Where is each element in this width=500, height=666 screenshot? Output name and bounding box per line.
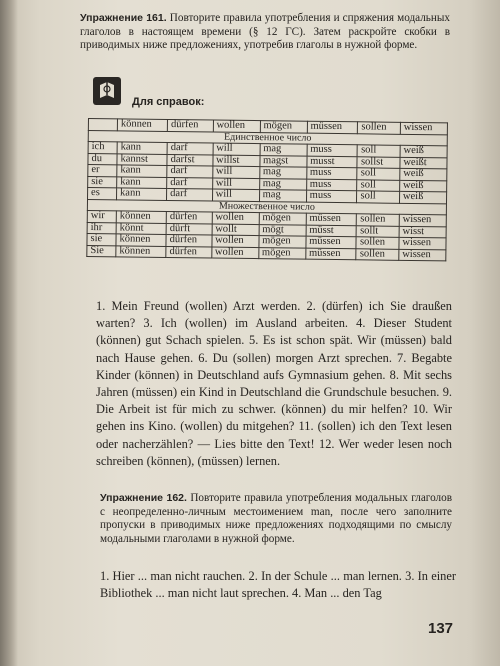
verb-form-cell: muss [306,167,357,179]
verb-form-cell: dürfen [166,211,212,223]
verb-form-cell: wissen [399,249,446,261]
verb-form-cell: soll [357,168,400,180]
verb-form-cell: mag [259,178,306,190]
exercise-162-instructions [100,492,452,546]
reference-label: Для справок: [132,96,205,108]
verb-form-cell: muss [306,179,357,191]
verb-form-cell: weiß [400,145,447,157]
verb-form-cell: sollen [357,214,400,226]
pronoun-cell: du [88,153,117,165]
verb-form-cell: weiß [400,168,447,180]
verb-form-cell: darf [167,142,213,154]
verb-form-cell: will [213,143,260,155]
reference-book-icon [92,76,122,106]
exercise-161-sentences: 1. Mein Freund (wollen) Arzt werden. 2. (dürfen) ich Sie draußen warten? 3. Ich (wollen) im Ausland arbeiten. 4. Dieser Student (können) gut Schach spielen. 5. Es ist schon spät. Wir (müssen) bald nach Hause gehen. 6. Du (sollen) morgen Arzt sprechen. 7. Begabte Kinder (können) in Deutschland aufs Gymnasium gehen. 8. Mit sechs Jahren (müssen) ein Kind in Deutschland die Grundschule besuchen. 9. Die Arbeit ist für mich zu schwer. (können) du mir helfen? 10. Wir gehen ins Kino. (wollen) du mitgehen? 11. (sollen) ich den Text lesen oder nacherzählen? — Lies bitte den Text! 12. Wer weder lesen noch schreiben (können), (müssen) lernen. [96,299,452,468]
verb-form-cell: mögen [259,213,306,225]
pronoun-cell: er [88,165,117,177]
verb-form-cell: soll [357,179,400,191]
verb-form-cell: kann [117,188,167,200]
pronoun-cell: ich [88,142,117,154]
book-spine-shadow [0,0,18,666]
header-cell: wissen [400,122,447,134]
header-cell: sollen [358,122,401,134]
verb-form-cell: wollen [212,235,259,247]
verb-form-cell: müssen [306,236,357,248]
verb-form-cell: können [116,234,166,246]
verb-form-cell: wissen [399,214,446,226]
verb-form-cell: soll [357,191,400,203]
verb-form-cell: wissen [399,237,446,249]
verb-form-cell: kann [117,165,167,177]
verb-form-cell: kann [117,142,167,154]
verb-form-cell: mögen [259,236,306,248]
verb-form-cell: darf [167,188,213,200]
verb-form-cell: willst [213,155,260,167]
pronoun-cell: sie [87,233,116,245]
verb-form-cell: kann [117,176,167,188]
pronoun-cell: Sie [87,245,116,257]
verb-form-cell: will [212,189,259,201]
header-cell: dürfen [167,119,213,131]
verb-form-cell: magst [260,155,307,167]
verb-form-cell: mögen [258,247,305,259]
exercise-162-title: Упражнение 162. [100,492,187,504]
verb-form-cell: muss [307,144,358,156]
verb-form-cell: wollt [212,224,259,236]
table-body [87,130,448,261]
header-cell: wollen [213,120,260,132]
verb-form-cell: mag [259,167,306,179]
page-number: 137 [428,620,454,637]
verb-form-cell: weiß [399,191,446,203]
exercise-162-text: Повторите правила употребления модальных глаголов с неопределенно-личным местоимением man, после чего заполните пропуски в приводимых ниже предложениях подходящими по смыслу модальными глаголами в нужной форме. [100,492,453,545]
verb-form-cell: wollen [211,247,258,259]
verb-form-cell: darf [167,165,213,177]
verb-form-cell: dürfen [166,234,212,246]
verb-form-cell: können [116,211,166,223]
verb-form-cell: weißt [400,157,447,169]
verb-form-cell: musst [307,156,358,168]
section-label: Множественное число [87,199,446,215]
verb-form-cell: sollt [357,225,400,237]
pronoun-cell: ihr [87,222,116,234]
header-cell [88,119,117,131]
verb-form-cell: mögt [259,224,306,236]
verb-form-cell: müssen [306,213,357,225]
pronoun-cell: es [88,188,117,200]
verb-form-cell: darfst [167,154,213,166]
verb-form-cell: wisst [399,226,446,238]
verb-form-cell: sollst [357,156,400,168]
verb-form-cell: kannst [117,153,167,165]
exercise-162-sentences: 1. Hier ... man nicht rauchen. 2. In der Schule ... man lernen. 3. In einer Bibliothek ... man nicht laut sprechen. 4. Man ... den Tag [100,569,456,600]
verb-form-cell: soll [358,145,401,157]
verb-form-cell: könnt [116,222,166,234]
verb-form-cell: müssen [305,248,356,260]
verb-form-cell: sollen [356,237,399,249]
header-cell: mögen [260,121,307,133]
exercise-161-title: Упражнение 161. [80,12,167,24]
verb-form-cell: wollen [212,212,259,224]
verb-form-cell: müsst [306,225,357,237]
verb-form-cell: dürft [166,223,212,235]
verb-form-cell: mag [259,190,306,202]
verb-form-cell: mag [260,144,307,156]
verb-form-cell: weiß [400,180,447,192]
verb-form-cell: dürfen [166,246,212,258]
verb-form-cell: darf [167,177,213,189]
verb-form-cell: können [116,245,166,257]
exercise-161-text: Повторите правила употребления и спряжения модальных глаголов в настоящем времени (§ 12 ГС). Затем раскройте скобки в приводимых ниже предложениях, употребив глаголы в нужной форме. [80,12,451,51]
pronoun-cell: wir [87,210,116,222]
verb-form-cell: will [212,178,259,190]
verb-form-cell: sollen [356,248,399,260]
header-cell: können [117,119,167,131]
modal-verb-conjugation-table [86,118,448,261]
pronoun-cell: sie [88,176,117,188]
exercise-161-instructions [80,12,450,53]
header-cell: müssen [307,121,358,133]
verb-form-cell: will [212,166,259,178]
verb-form-cell: muss [306,190,357,202]
section-label: Единственное число [88,130,447,146]
